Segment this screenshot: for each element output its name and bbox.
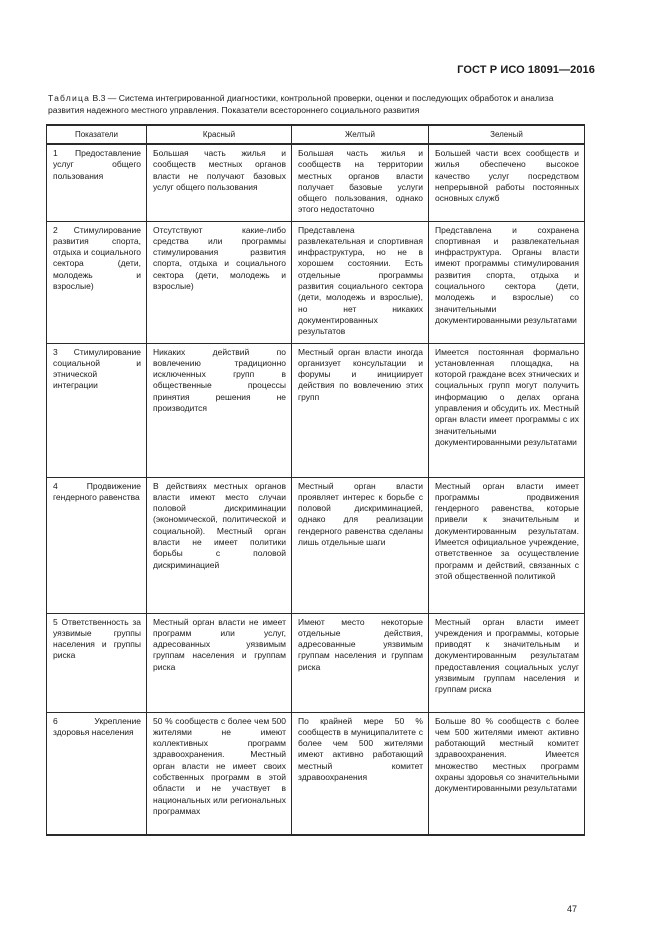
table-caption-text: — Система интегрированной диагностики, контрольной проверки, оценки и последующих обработок и анализа развития надежного местного управления. Показатели всестороннего социального развития (48, 93, 554, 116)
yellow-cell: По крайней мере 50 % сообществ в муниципалитете с более чем 500 жителями имеют активно работающий местный комитет здравоохранения (292, 712, 429, 835)
red-cell: Местный орган власти не имеет программ или услуг, адресованных уязвимым группам населения и группам риска (147, 613, 292, 712)
indicator-cell: 4 Продвижение гендерного равенства (47, 477, 147, 613)
table-caption (48, 92, 588, 116)
table-label: Таблица (48, 93, 91, 103)
column-header-yellow: Желтый (292, 125, 429, 144)
red-cell: 50 % сообществ с более чем 500 жителями не имеют коллективных программ здравоохранения. Местный орган власти не имеет своих собственных программ в этой области и не участвует в национальных или региональных программах (147, 712, 292, 835)
table-row (47, 343, 585, 477)
column-header-indicators: Показатели (47, 125, 147, 144)
table-row (47, 477, 585, 613)
table-row (47, 144, 585, 221)
yellow-cell: Большая часть жилья и сообществ на территории местных органов власти получает базовые услуги общего пользования, однако этого недостаточно (292, 144, 429, 221)
yellow-cell: Имеют место некоторые отдельные действия, адресованные уязвимым группам населения и группам риска (292, 613, 429, 712)
indicator-cell: 6 Укрепление здоровья населения (47, 712, 147, 835)
indicator-cell: 3 Стимулирование социальной и этнической интеграции (47, 343, 147, 477)
yellow-cell: Местный орган власти проявляет интерес к борьбе с половой дискриминацией, однако для реализации гендерного равенства сделаны лишь отдельные шаги (292, 477, 429, 613)
green-cell: Большей части всех сообществ и жилья обеспечено высокое качество услуг посредством непрерывной работы постоянных основных служб (429, 144, 585, 221)
indicator-cell: 5 Ответственность за уязвимые группы населения и группы риска (47, 613, 147, 712)
table-row (47, 712, 585, 835)
red-cell: Никаких действий по вовлечению традиционно исключенных групп в общественные процессы принятия решения не производится (147, 343, 292, 477)
indicator-cell: 1 Предоставление услуг общего пользования (47, 144, 147, 221)
table-header-row (47, 125, 585, 144)
red-cell: Большая часть жилья и сообществ местных органов власти не получают базовых услуг общего пользования (147, 144, 292, 221)
column-header-red: Красный (147, 125, 292, 144)
yellow-cell: Местный орган власти иногда организует консультации и форумы и инициирует действия по вовлечению этих групп (292, 343, 429, 477)
page-number: 47 (567, 904, 578, 914)
red-cell: В действиях местных органов власти имеют место случаи половой дискриминации (экономической, политической и социальной). Местный орган власти не имеет политики борьбы с половой дискриминацией (147, 477, 292, 613)
green-cell: Имеется постоянная формально установленная площадка, на которой граждане всех этнических и социальных групп могут получить информацию о делах органа управления и обсудить их. Местный орган власти имеет программы с их значительными документированными результатами (429, 343, 585, 477)
indicator-cell: 2 Стимулирование развития спорта, отдыха и социального сектора (дети, молодежь и взрослые) (47, 221, 147, 343)
red-cell: Отсутствуют какие-либо средства или программы стимулирования развития спорта, отдыха и социального сектора (дети, молодежь и взрослые) (147, 221, 292, 343)
table-row (47, 613, 585, 712)
green-cell: Местный орган власти имеет учреждения и программы, которые приводят к значительным и документированным результатам предоставления социальных услуг уязвимым группам населения и группам риска (429, 613, 585, 712)
indicators-table (46, 124, 585, 836)
green-cell: Местный орган власти имеет программы продвижения гендерного равенства, которые привели к значительным и документированным результатам. Имеется официальное учреждение, ответственное за осуществление программ и действий, связанных с этой общественной политикой (429, 477, 585, 613)
yellow-cell: Представлена развлекательная и спортивная инфраструктура, но не в хорошем состоянии. Есть отдельные программы развития социального сектора (дети, молодежь и взрослые), но нет никаких документированных результатов (292, 221, 429, 343)
table-number: В.3 (92, 93, 106, 103)
column-header-green: Зеленый (429, 125, 585, 144)
green-cell: Больше 80 % сообществ с более чем 500 жителями имеют активно работающий местный комитет здравоохранения. Имеется множество местных программ охраны здоровья со значительными документированными результатами (429, 712, 585, 835)
table-row (47, 221, 585, 343)
standard-code: ГОСТ Р ИСО 18091—2016 (457, 64, 595, 76)
green-cell: Представлена и сохранена спортивная и развлекательная инфраструктура. Органы власти имеют программы стимулирования развития спорта, отдыха и социального сектора (дети, молодежь и взрослые) со значительными документированными результатами (429, 221, 585, 343)
